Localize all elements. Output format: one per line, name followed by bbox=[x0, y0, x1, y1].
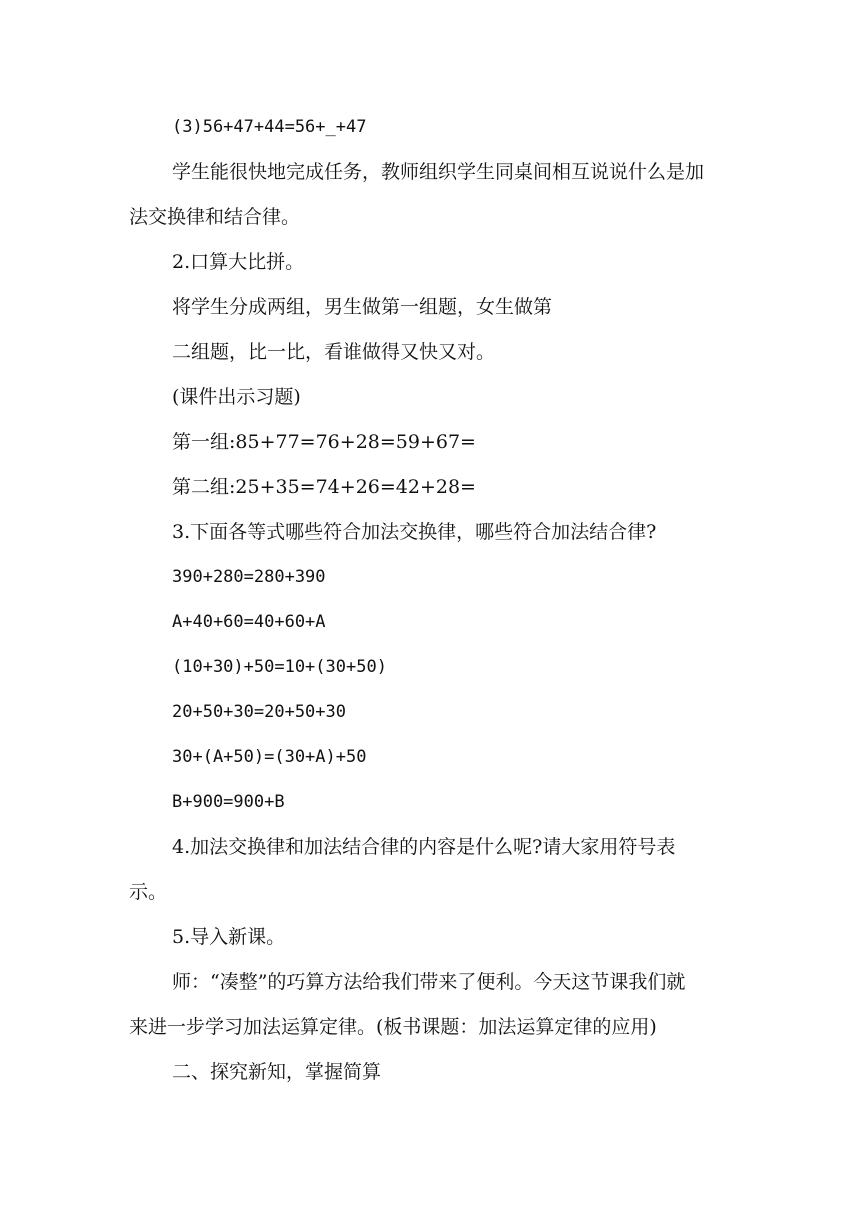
equation-line: 30+(A+50)=(30+A)+50 bbox=[172, 747, 367, 767]
section-heading-part-2: 二、探究新知，掌握简算 bbox=[172, 1061, 382, 1083]
paragraph-line: 示。 bbox=[129, 881, 168, 903]
paragraph-line: 二组题，比一比，看谁做得又快又对。 bbox=[172, 341, 496, 363]
exercise-3-line: (3)56+47+44=56+_+47 bbox=[172, 117, 367, 137]
section-heading-4: 4.加法交换律和加法结合律的内容是什么呢?请大家用符号表 bbox=[172, 836, 676, 858]
exercise-group-2: 第二组:25+35=74+26=42+28= bbox=[172, 476, 476, 498]
equation-line: 20+50+30=20+50+30 bbox=[172, 702, 346, 722]
equation-line: (10+30)+50=10+(30+50) bbox=[172, 657, 387, 677]
paragraph-line: 将学生分成两组，男生做第一组题，女生做第 bbox=[172, 296, 553, 318]
equation-line: A+40+60=40+60+A bbox=[172, 612, 326, 632]
paragraph-line: 法交换律和结合律。 bbox=[129, 206, 301, 228]
paragraph-line: (课件出示习题) bbox=[172, 386, 301, 408]
paragraph-line: 来进一步学习加法运算定律。(板书课题：加法运算定律的应用) bbox=[129, 1016, 657, 1038]
section-heading-3: 3.下面各等式哪些符合加法交换律，哪些符合加法结合律? bbox=[172, 521, 657, 543]
equation-line: 390+280=280+390 bbox=[172, 567, 326, 587]
paragraph-line: 学生能很快地完成任务，教师组织学生同桌间相互说说什么是加 bbox=[172, 161, 705, 183]
section-heading-5: 5.导入新课。 bbox=[172, 926, 286, 948]
section-heading-2: 2.口算大比拼。 bbox=[172, 251, 305, 273]
equation-line: B+900=900+B bbox=[172, 792, 285, 812]
exercise-group-1: 第一组:85+77=76+28=59+67= bbox=[172, 431, 476, 453]
paragraph-line: 师：“凑整”的巧算方法给我们带来了便利。今天这节课我们就 bbox=[172, 971, 686, 993]
